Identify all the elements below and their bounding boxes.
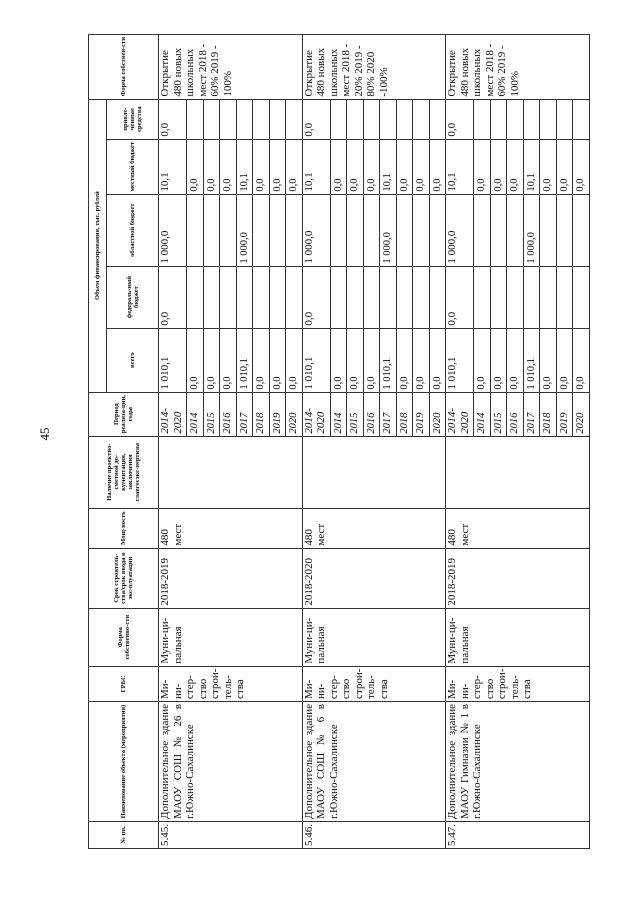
year-cell-regional xyxy=(573,194,590,266)
year-cell-year: 2017 xyxy=(523,392,540,436)
year-cell-year: 2018 xyxy=(396,392,413,436)
year-cell-regional xyxy=(429,194,446,266)
year-cell-federal xyxy=(363,266,380,328)
year-cell-total: 0,0 xyxy=(286,328,303,392)
year-cell-attracted xyxy=(253,99,270,139)
year-cell-total: 0,0 xyxy=(363,328,380,392)
cell-num: 5.47. xyxy=(446,822,590,849)
cell-regional: 1 000,0 xyxy=(446,194,474,266)
cell-ownership: Муни-ци-пальная xyxy=(302,608,446,666)
year-cell-regional: 1 000,0 xyxy=(380,194,397,266)
year-cell-attracted xyxy=(330,99,347,139)
table-row xyxy=(446,34,474,848)
cell-term: 2018-2020 xyxy=(302,548,446,608)
year-cell-total: 0,0 xyxy=(556,328,573,392)
year-cell-year: 2019 xyxy=(269,392,286,436)
year-cell-federal xyxy=(380,266,397,328)
year-cell-federal xyxy=(203,266,220,328)
year-cell-total: 1 010,1 xyxy=(380,328,397,392)
year-cell-attracted xyxy=(573,99,590,139)
year-cell-attracted xyxy=(474,99,491,139)
year-cell-total: 1 010,1 xyxy=(236,328,253,392)
cell-period: 2014-2020 xyxy=(446,392,474,436)
year-cell-local: 0,0 xyxy=(253,139,270,194)
year-cell-total: 0,0 xyxy=(573,328,590,392)
year-cell-local: 0,0 xyxy=(556,139,573,194)
cell-local: 10,1 xyxy=(302,139,330,194)
year-cell-total: 1 010,1 xyxy=(523,328,540,392)
year-cell-local: 10,1 xyxy=(236,139,253,194)
year-cell-federal xyxy=(236,266,253,328)
year-cell-attracted xyxy=(396,99,413,139)
header-docs: Наличие проектно-сметной до-кументации, заключения главгосэкс-пертизы xyxy=(89,436,159,508)
year-cell-regional xyxy=(396,194,413,266)
year-cell-local: 0,0 xyxy=(347,139,364,194)
year-cell-local: 10,1 xyxy=(380,139,397,194)
year-cell-federal xyxy=(490,266,507,328)
year-cell-local: 0,0 xyxy=(269,139,286,194)
year-cell-year: 2015 xyxy=(490,392,507,436)
cell-capacity: 480 мест xyxy=(159,508,303,548)
year-cell-year: 2014 xyxy=(187,392,204,436)
cell-regional: 1 000,0 xyxy=(302,194,330,266)
page-number: 45 xyxy=(37,427,52,441)
year-cell-regional xyxy=(203,194,220,266)
year-cell-attracted xyxy=(203,99,220,139)
year-cell-attracted xyxy=(540,99,557,139)
header-period: Период реализа-ции, годы xyxy=(89,392,159,436)
year-cell-total: 0,0 xyxy=(253,328,270,392)
header-ownership: Форма собственно-сти xyxy=(89,608,159,666)
year-cell-regional xyxy=(363,194,380,266)
year-cell-regional xyxy=(187,194,204,266)
header-num: № пп. xyxy=(89,822,159,849)
year-cell-year: 2014 xyxy=(330,392,347,436)
year-cell-local: 0,0 xyxy=(220,139,237,194)
cell-attracted: 0,0 xyxy=(446,99,474,139)
header-capacity: Мощ-ность xyxy=(89,508,159,548)
cell-name: Дополнительное здание МАОУ СОШ № 6 в г.Южно-Сахалинске xyxy=(302,702,446,822)
cell-federal: 0,0 xyxy=(302,266,330,328)
year-cell-federal xyxy=(253,266,270,328)
year-cell-total: 0,0 xyxy=(413,328,430,392)
cell-federal: 0,0 xyxy=(446,266,474,328)
year-cell-federal xyxy=(540,266,557,328)
year-cell-year: 2017 xyxy=(380,392,397,436)
cell-num: 5.45. xyxy=(159,822,303,849)
year-cell-regional xyxy=(286,194,303,266)
cell-docs xyxy=(446,436,590,508)
year-cell-year: 2018 xyxy=(540,392,557,436)
cell-ownership: Муни-ци-пальная xyxy=(159,608,303,666)
year-cell-federal xyxy=(286,266,303,328)
year-cell-year: 2015 xyxy=(347,392,364,436)
cell-federal: 0,0 xyxy=(159,266,187,328)
year-cell-regional xyxy=(556,194,573,266)
year-cell-attracted xyxy=(236,99,253,139)
year-cell-total: 0,0 xyxy=(540,328,557,392)
year-cell-local: 10,1 xyxy=(523,139,540,194)
cell-total: 1 010,1 xyxy=(159,328,187,392)
cell-attracted: 0,0 xyxy=(159,99,187,139)
cell-docs xyxy=(159,436,303,508)
year-cell-federal xyxy=(396,266,413,328)
year-cell-regional xyxy=(253,194,270,266)
year-cell-regional xyxy=(507,194,524,266)
year-cell-year: 2018 xyxy=(253,392,270,436)
year-cell-local: 0,0 xyxy=(429,139,446,194)
year-cell-attracted xyxy=(507,99,524,139)
year-cell-total: 0,0 xyxy=(203,328,220,392)
cell-name: Дополнительное здание МАОУ СОШ № 26 в г.Южно-Сахалинске xyxy=(159,702,303,822)
year-cell-attracted xyxy=(556,99,573,139)
table-row xyxy=(302,34,330,848)
year-cell-federal xyxy=(220,266,237,328)
cell-name: Дополнительное здание МАОУ Гимназии № 1 в г.Южно-Сахалинске xyxy=(446,702,590,822)
table-body xyxy=(159,34,590,848)
year-cell-federal xyxy=(556,266,573,328)
cell-total: 1 010,1 xyxy=(302,328,330,392)
year-cell-regional xyxy=(490,194,507,266)
year-cell-year: 2020 xyxy=(573,392,590,436)
year-cell-attracted xyxy=(490,99,507,139)
year-cell-local: 0,0 xyxy=(330,139,347,194)
year-cell-year: 2016 xyxy=(220,392,237,436)
year-cell-local: 0,0 xyxy=(573,139,590,194)
year-cell-federal xyxy=(347,266,364,328)
year-cell-total: 0,0 xyxy=(507,328,524,392)
header-grbs: ГРБС xyxy=(89,666,159,701)
cell-ownership: Муни-ци-пальная xyxy=(446,608,590,666)
year-cell-attracted xyxy=(429,99,446,139)
year-cell-year: 2020 xyxy=(286,392,303,436)
cell-docs xyxy=(302,436,446,508)
year-cell-regional xyxy=(413,194,430,266)
year-cell-total: 0,0 xyxy=(269,328,286,392)
year-cell-regional xyxy=(347,194,364,266)
year-cell-federal xyxy=(429,266,446,328)
year-cell-local: 0,0 xyxy=(203,139,220,194)
financing-table xyxy=(88,34,590,849)
year-cell-federal xyxy=(413,266,430,328)
cell-result: Открытие 480 новых школьных мест 2018 - 60% 2019 - 100% xyxy=(159,34,303,99)
year-cell-attracted xyxy=(286,99,303,139)
year-cell-attracted xyxy=(380,99,397,139)
year-cell-regional xyxy=(330,194,347,266)
year-cell-local: 0,0 xyxy=(413,139,430,194)
year-cell-local: 0,0 xyxy=(396,139,413,194)
header-attracted: привле-ченные средства xyxy=(107,99,159,139)
cell-total: 1 010,1 xyxy=(446,328,474,392)
year-cell-total: 0,0 xyxy=(429,328,446,392)
header-local: местный бюджет xyxy=(107,139,159,194)
cell-num: 5.46. xyxy=(302,822,446,849)
cell-period: 2014-2020 xyxy=(302,392,330,436)
cell-grbs: Ми-ни-стер-ство строи-тель-ства xyxy=(446,666,590,701)
year-cell-local: 0,0 xyxy=(363,139,380,194)
header-total: всего xyxy=(107,328,159,392)
cell-local: 10,1 xyxy=(446,139,474,194)
year-cell-attracted xyxy=(187,99,204,139)
year-cell-federal xyxy=(507,266,524,328)
year-cell-regional xyxy=(269,194,286,266)
year-cell-attracted xyxy=(347,99,364,139)
year-cell-total: 0,0 xyxy=(330,328,347,392)
year-cell-local: 0,0 xyxy=(187,139,204,194)
year-cell-local: 0,0 xyxy=(286,139,303,194)
year-cell-year: 2016 xyxy=(363,392,380,436)
header-federal: федераль-ный бюджет xyxy=(107,266,159,328)
cell-grbs: Ми-ни-стер-ство строи-тель-ства xyxy=(302,666,446,701)
year-cell-regional: 1 000,0 xyxy=(523,194,540,266)
cell-local: 10,1 xyxy=(159,139,187,194)
year-cell-total: 0,0 xyxy=(187,328,204,392)
year-cell-year: 2019 xyxy=(556,392,573,436)
year-cell-year: 2020 xyxy=(429,392,446,436)
year-cell-regional xyxy=(474,194,491,266)
year-cell-local: 0,0 xyxy=(490,139,507,194)
year-cell-total: 0,0 xyxy=(474,328,491,392)
year-cell-total: 0,0 xyxy=(396,328,413,392)
year-cell-total: 0,0 xyxy=(220,328,237,392)
year-cell-year: 2019 xyxy=(413,392,430,436)
year-cell-year: 2017 xyxy=(236,392,253,436)
header-regional: областной бюджет xyxy=(107,194,159,266)
year-cell-total: 0,0 xyxy=(490,328,507,392)
table-row xyxy=(159,34,187,848)
cell-grbs: Ми-ни-стер-ство строи-тель-ства xyxy=(159,666,303,701)
year-cell-year: 2016 xyxy=(507,392,524,436)
year-cell-federal xyxy=(573,266,590,328)
table-header xyxy=(89,34,159,848)
year-cell-federal xyxy=(523,266,540,328)
year-cell-regional xyxy=(220,194,237,266)
year-cell-federal xyxy=(269,266,286,328)
year-cell-year: 2014 xyxy=(474,392,491,436)
header-term: Срок строитель-ства/срок ввода в экс-плуатации xyxy=(89,548,159,608)
year-cell-attracted xyxy=(220,99,237,139)
cell-term: 2018-2019 xyxy=(159,548,303,608)
cell-result: Открытие 480 новых школьных мест 2018 - 20% 2019 - 80% 2020 -100% xyxy=(302,34,446,99)
year-cell-total: 0,0 xyxy=(347,328,364,392)
cell-regional: 1 000,0 xyxy=(159,194,187,266)
cell-capacity: 480 мест xyxy=(446,508,590,548)
year-cell-local: 0,0 xyxy=(540,139,557,194)
year-cell-regional xyxy=(540,194,557,266)
year-cell-attracted xyxy=(413,99,430,139)
year-cell-regional: 1 000,0 xyxy=(236,194,253,266)
cell-term: 2018-2019 xyxy=(446,548,590,608)
year-cell-federal xyxy=(187,266,204,328)
year-cell-year: 2015 xyxy=(203,392,220,436)
year-cell-attracted xyxy=(363,99,380,139)
header-volume-group: Объем финансирования, тыс. рублей xyxy=(89,99,107,392)
year-cell-local: 0,0 xyxy=(474,139,491,194)
header-name: Наименование объекта (мероприятия) xyxy=(89,702,159,822)
year-cell-attracted xyxy=(523,99,540,139)
cell-period: 2014-2020 xyxy=(159,392,187,436)
cell-result: Открытие 480 новых школьных мест 2018 - 60% 2019 - 100% xyxy=(446,34,590,99)
year-cell-local: 0,0 xyxy=(507,139,524,194)
year-cell-attracted xyxy=(269,99,286,139)
header-form: Форма собствен-сти xyxy=(89,34,159,99)
year-cell-federal xyxy=(330,266,347,328)
cell-capacity: 480 мест xyxy=(302,508,446,548)
cell-attracted: 0,0 xyxy=(302,99,330,139)
year-cell-federal xyxy=(474,266,491,328)
